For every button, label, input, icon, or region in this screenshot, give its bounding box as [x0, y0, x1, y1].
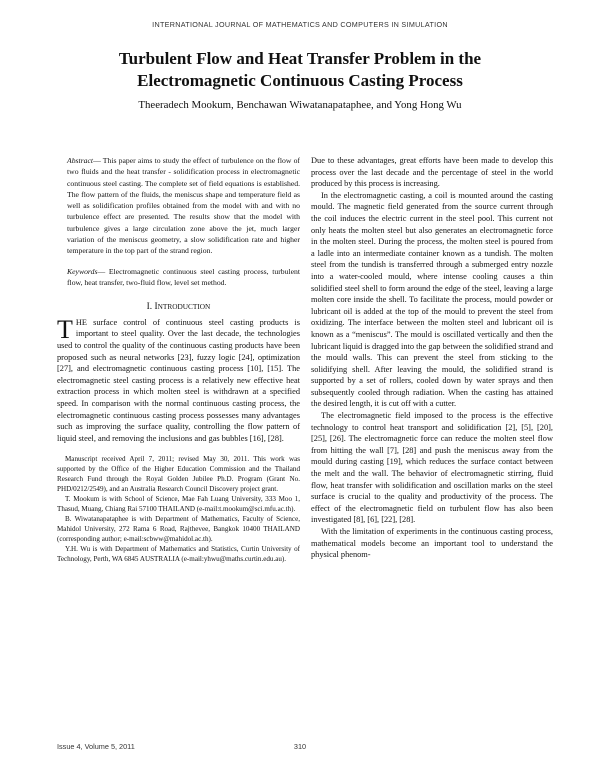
- intro-paragraph-1-text: HE surface control of continuous steel casting products is important to steel quality. Over the last decade, the technologies used to control the quality of the continuous casting products have been proposed such as neural networks [23], fuzzy logic [24], optimization [27], and electromagnetic continuous casting process [10], [15]. The electromagnetic steel casting process is a relatively new effective heat extraction process in which molten steel is withdrawn at a specified speed. In comparison with the normal continuous casting process, the electromagnetic continuous casting process possesses many advantages such as improving the surface quality, controlling the flow pattern of liquid steel, and removing the inclusions and gas bubbles [16], [28].: [57, 317, 300, 443]
- right-column: [311, 155, 553, 561]
- right-paragraph-2: In the electromagnetic casting, a coil is mounted around the casting mould. The magnetic field generated from the source current through the coil induces the electric current in the steel pool. This current not only heats the molten steel but also generates an electromagnetic force in the molten steel. During the process, the molten steel is poured from a ladle into an intermediate container known as a tundish. The molten steel from the tundish is transferred through a submerged entry nozzle into a water-cooled mould, where intense cooling causes a thin solidified steel shell to form around the edge of the steel, leaving a large molten core inside the shell. To facilitate the process, mould powder or lubricant oil is added at the top of the mould to prevent the steel from oxidizing. The interface between the molten steel and lubricant oil is known as a “meniscus”. The mould is oscillated vertically and then the lubricant liquid is dragged into the gap between the solidified strand and the mould walls. This can prevent the steel from sticking to the solidifying shell. After leaving the mould, the solidified strand is supported by a set of rollers, cooled down by water sprays and then subsequently cooled through radiation. When the casting has attained the desired length, it is cut off with a cutter.: [311, 190, 553, 409]
- page-number: 310: [293, 742, 307, 751]
- left-column: [57, 155, 300, 564]
- footnote-author-3: Y.H. Wu is with Department of Mathematics and Statistics, Curtin University of Technology, Perth, WA 6845 AUSTRALIA (e-mail:yhwu@maths.curtin.edu.au).: [57, 545, 300, 564]
- running-header: INTERNATIONAL JOURNAL OF MATHEMATICS AND COMPUTERS IN SIMULATION: [152, 20, 448, 29]
- intro-paragraph-1: [57, 314, 300, 445]
- author-list: Theeradech Mookum, Benchawan Wiwatanapataphee, and Yong Hong Wu: [138, 99, 462, 111]
- title-line-2: Electromagnetic Continuous Casting Process: [137, 71, 463, 90]
- footnotes: [57, 454, 300, 564]
- drop-cap: T: [57, 314, 73, 344]
- right-paragraph-3: The electromagnetic field imposed to the process is the effective technology to control heat transport and solidification [2], [5], [20], [25], [26]. The electromagnetic force can reduce the molten steel flow from hitting the wall [7], [28] and push the meniscus away from the mould during casting [19], which reduces the surface contact between the melt and the wall. The behavior of electromagnetic stirring, fluid flow, heat transfer with solidification and oscillation marks on the steel surface is crucial to the quality and productivity of the process. The effect of the electromagnetic field on turbulent flow has also been investigated [8], [6], [22], [28].: [311, 411, 553, 525]
- section-title-first: I: [154, 302, 158, 313]
- title-line-1: Turbulent Flow and Heat Transfer Problem in the: [118, 49, 482, 68]
- paper-title: [60, 48, 540, 92]
- keywords-label: Keywords: [67, 266, 98, 276]
- abstract-text: — This paper aims to study the effect of turbulence on the flow of two fluids and the heat transfer - solidification process in electromagnetic continuous steel casting. The complete set of field equations is established. The flow pattern of the fluids, the meniscus shape and temperature field as well as solidification profiles obtained from the model with and with no turbulence effect are presented. The results show that the model with turbulence gives a large circulation zone above the jet, much larger variation of the meniscus geometry, a slow solidification rate and higher temperature in the top part of the strand region.: [67, 156, 300, 256]
- issue-volume-footer: Issue 4, Volume 5, 2011: [57, 742, 135, 751]
- abstract-label: Abstract: [67, 156, 94, 165]
- section-number: I.: [146, 302, 153, 313]
- section-heading-introduction: [57, 301, 300, 314]
- section-title-rest: NTRODUCTION: [157, 302, 211, 312]
- footnote-manuscript: Manuscript received April 7, 2011; revised May 30, 2011. This work was supported by the Office of the Higher Education Commission and the Thailand Research Fund through the Royal Golden Jubilee Ph.D. Program (Grant No. PHD/0212/2549), and an Australia Research Council Discovery project grant.: [57, 455, 300, 494]
- right-paragraph-1: Due to these advantages, great efforts have been made to develop this process over the last decade and the percentage of steel in the world produced by this process is increasing.: [311, 156, 553, 189]
- footnote-author-2: B. Wiwatanapataphee is with Department of Mathematics, Faculty of Science, Mahidol University, 272 Rama 6 Road, Rajthevee, Bangkok 10400 THAILAND (corresponding author; e-mail:scbww@mahidol.ac.th).: [57, 515, 300, 544]
- footnote-author-1: T. Mookum is with School of Science, Mae Fah Luang University, 333 Moo 1, Thasud, Muang, Chiang Rai 57100 THAILAND (e-mail:t.mookum@sci.mfu.ac.th).: [57, 495, 300, 514]
- abstract: [57, 155, 300, 257]
- keywords-text: — Electromagnetic continuous steel casting process, turbulent flow, heat transfer, two-fluid flow, level set method.: [67, 266, 300, 287]
- right-paragraph-4: With the limitation of experiments in the continuous casting process, mathematical models become an important tool to understand the physical phenom-: [311, 527, 553, 560]
- keywords: [57, 266, 300, 289]
